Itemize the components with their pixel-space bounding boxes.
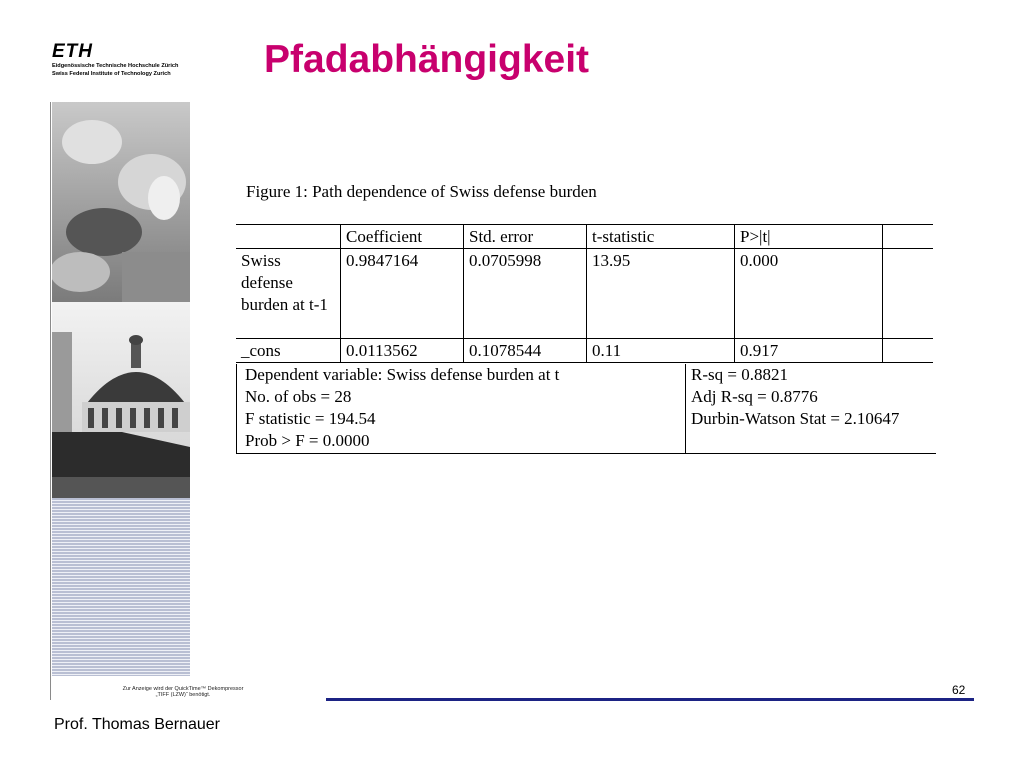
logo-mark: ETH [52, 41, 93, 62]
stat-line: Durbin-Watson Stat = 2.10647 [691, 409, 900, 428]
left-divider [50, 102, 51, 700]
header-cell: Std. error [464, 225, 587, 249]
striped-band [52, 498, 190, 676]
logo-line-2: Swiss Federal Institute of Technology Zurich [52, 71, 171, 77]
model-stats [236, 364, 936, 454]
coef-cell: 0.9847164 [341, 249, 464, 339]
se-cell: 0.0705998 [464, 249, 587, 339]
coef-cell: 0.0113562 [341, 339, 464, 363]
header-cell: P>|t| [735, 225, 883, 249]
stat-line: R-sq = 0.8821 [691, 365, 788, 384]
stats-left [245, 364, 683, 452]
eth-logo [52, 42, 202, 78]
header-cell [236, 225, 341, 249]
page-number: 62 [952, 683, 966, 697]
footer-rule [326, 698, 974, 701]
campus-photo-image [52, 102, 190, 498]
t-cell: 13.95 [587, 249, 735, 339]
logo-line-1: Eidgenössische Technische Hochschule Zürich [52, 63, 179, 69]
table-row [236, 249, 933, 339]
header-cell: t-statistic [587, 225, 735, 249]
stat-line: No. of obs = 28 [245, 387, 352, 406]
table-header-row [236, 225, 933, 249]
stat-line: Prob > F = 0.0000 [245, 431, 370, 450]
stats-divider [685, 364, 686, 453]
empty-cell [883, 225, 934, 249]
table-row [236, 339, 933, 363]
stat-line: F statistic = 194.54 [245, 409, 376, 428]
header-cell: Coefficient [341, 225, 464, 249]
t-cell: 0.11 [587, 339, 735, 363]
stat-line: Adj R-sq = 0.8776 [691, 387, 818, 406]
se-cell: 0.1078544 [464, 339, 587, 363]
regression-table [236, 224, 933, 363]
p-cell: 0.000 [735, 249, 883, 339]
empty-cell [883, 249, 934, 339]
campus-photo [52, 102, 190, 498]
footer-author: Prof. Thomas Bernauer [54, 716, 221, 733]
stats-right [691, 364, 899, 430]
slide-title: Pfadabhängigkeit [264, 38, 590, 81]
row-label: Swiss defense burden at t-1 [236, 249, 341, 339]
empty-cell [883, 339, 934, 363]
stat-line: Dependent variable: Swiss defense burden at t [245, 365, 560, 384]
figure-caption: Figure 1: Path dependence of Swiss defense burden [246, 182, 597, 201]
p-cell: 0.917 [735, 339, 883, 363]
row-label: _cons [236, 339, 341, 363]
quicktime-notice: Zur Anzeige wird der QuickTime™ Dekompressor „TIFF (LZW)“ benötigt. [122, 686, 244, 698]
